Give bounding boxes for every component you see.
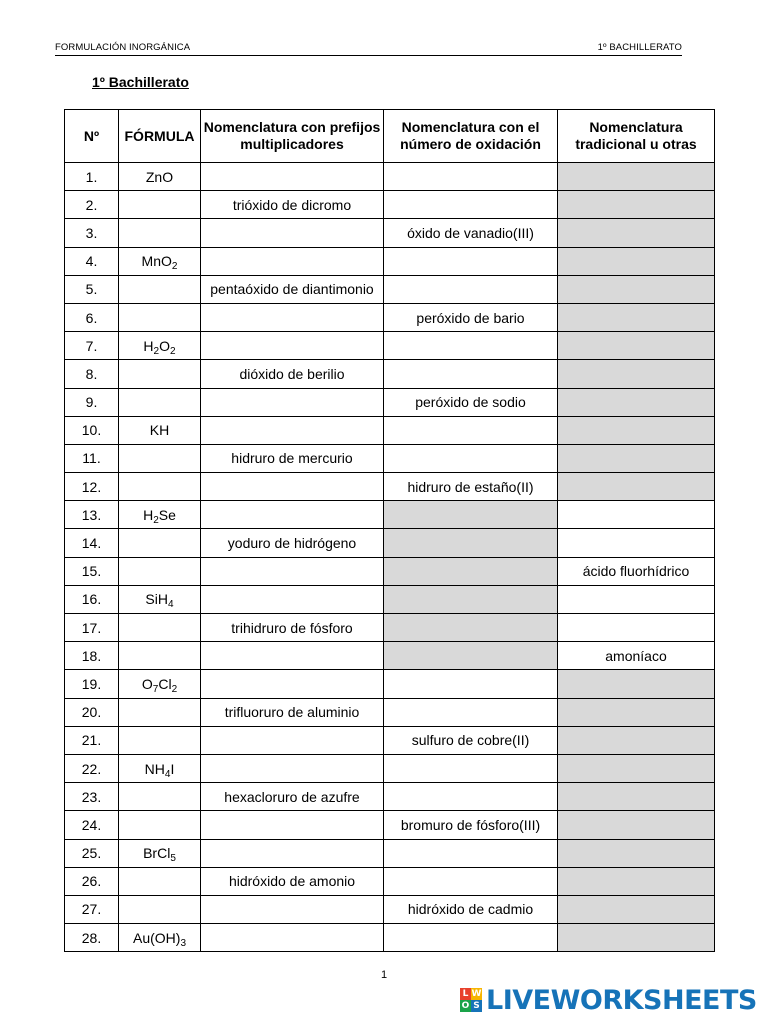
formula-subscript: 4 [168,599,174,611]
formula-element: (OH) [150,929,181,946]
table-row [65,783,715,811]
formula-element: H [143,337,154,354]
row-number: 17. [65,614,119,642]
table-row [65,191,715,219]
traditional-cell [558,332,715,360]
table-row [65,416,715,444]
row-number: 20. [65,698,119,726]
table-row [65,163,715,191]
row-number: 27. [65,895,119,923]
formula-cell[interactable] [119,275,201,303]
formula-cell[interactable] [119,614,201,642]
oxidation-cell: óxido de vanadio(III) [384,219,558,247]
oxidation-cell[interactable] [384,416,558,444]
formula-subscript: 2 [153,345,160,357]
table-row [65,303,715,331]
oxidation-cell: peróxido de bario [384,303,558,331]
formula-element: Si [145,591,158,608]
row-number: 3. [65,219,119,247]
formula-element: O [161,253,172,270]
formula-cell [119,585,201,613]
traditional-cell[interactable] [558,501,715,529]
row-number: 26. [65,867,119,895]
table-row [65,529,715,557]
row-number: 8. [65,360,119,388]
prefixes-cell[interactable] [201,754,384,782]
traditional-cell [558,303,715,331]
formula-element: O [159,337,170,354]
traditional-cell [558,219,715,247]
row-number: 1. [65,163,119,191]
formula-cell[interactable] [119,191,201,219]
oxidation-cell[interactable] [384,247,558,275]
table-row [65,501,715,529]
formula-element: Zn [145,168,163,185]
prefixes-cell: hidruro de mercurio [201,444,384,472]
prefixes-cell: yoduro de hidrógeno [201,529,384,557]
prefixes-cell[interactable] [201,924,384,952]
formula-subscript: 4 [164,768,171,780]
oxidation-cell[interactable] [384,360,558,388]
row-number: 16. [65,585,119,613]
formula-element: N [144,760,155,777]
oxidation-cell[interactable] [384,754,558,782]
row-number: 15. [65,557,119,585]
logo-tile: L [460,988,471,1000]
running-header [55,42,682,56]
prefixes-cell: trihidruro de fósforo [201,614,384,642]
formula-subscript: 5 [170,853,176,865]
formula-element: Cl [158,675,172,692]
traditional-cell [558,360,715,388]
formula-element: Cl [157,845,171,862]
prefixes-cell[interactable] [201,839,384,867]
oxidation-cell[interactable] [384,698,558,726]
row-number: 24. [65,811,119,839]
formula-subscript: 3 [180,937,186,949]
prefixes-cell[interactable] [201,895,384,923]
page-number: 1 [380,969,388,981]
oxidation-cell: sulfuro de cobre(II) [384,726,558,754]
traditional-cell [558,726,715,754]
formula-cell [119,924,201,952]
logo-tile: W [471,989,482,999]
formula-cell[interactable] [119,303,201,331]
table-row [65,811,715,839]
prefixes-cell[interactable] [201,585,384,613]
liveworksheets-watermark [460,984,757,1016]
table-row [65,332,715,360]
formula-element: Se [158,506,176,523]
formula-element: Br [143,845,158,862]
traditional-cell [558,163,715,191]
formula-cell[interactable] [119,360,201,388]
oxidation-cell[interactable] [384,670,558,698]
table-row [65,557,715,585]
table-row [65,614,715,642]
row-number: 28. [65,924,119,952]
traditional-cell [558,473,715,501]
traditional-cell [558,783,715,811]
row-number: 6. [65,303,119,331]
formula-element: Au [132,929,151,946]
row-number: 21. [65,726,119,754]
oxidation-cell[interactable] [384,867,558,895]
table-row [65,726,715,754]
table-row [65,670,715,698]
prefixes-cell[interactable] [201,163,384,191]
traditional-cell [558,191,715,219]
traditional-cell [558,754,715,782]
traditional-cell [558,670,715,698]
row-number: 25. [65,839,119,867]
table-row [65,247,715,275]
row-number: 18. [65,642,119,670]
prefixes-cell: hidróxido de amonio [201,867,384,895]
oxidation-cell [384,557,558,585]
formula-subscript: 7 [152,683,159,695]
formula-cell [119,670,201,698]
oxidation-cell: bromuro de fósforo(III) [384,811,558,839]
oxidation-cell: hidruro de estaño(II) [384,473,558,501]
oxidation-cell[interactable] [384,191,558,219]
traditional-cell [558,895,715,923]
row-number: 7. [65,332,119,360]
oxidation-cell [384,642,558,670]
formula-element: K [149,422,160,439]
prefixes-cell[interactable] [201,388,384,416]
formula-cell [119,754,201,782]
oxidation-cell[interactable] [384,783,558,811]
oxidation-cell [384,529,558,557]
prefixes-cell[interactable] [201,247,384,275]
row-number: 22. [65,754,119,782]
formula-cell[interactable] [119,529,201,557]
table-header-row [65,110,715,163]
traditional-cell [558,416,715,444]
formula-element: O [141,675,153,692]
formula-element: H [143,506,154,523]
oxidation-cell[interactable] [384,275,558,303]
formula-cell[interactable] [119,388,201,416]
formula-cell[interactable] [119,811,201,839]
table-row [65,642,715,670]
prefixes-cell[interactable] [201,501,384,529]
traditional-cell[interactable] [558,529,715,557]
traditional-cell[interactable] [558,614,715,642]
prefixes-cell[interactable] [201,473,384,501]
traditional-cell [558,924,715,952]
prefixes-cell: pentaóxido de diantimonio [201,275,384,303]
header-level: 1º BACHILLERATO [597,42,682,53]
prefixes-cell: trióxido de dicromo [201,191,384,219]
traditional-cell [558,275,715,303]
oxidation-cell[interactable] [384,924,558,952]
traditional-cell [558,811,715,839]
formula-cell[interactable] [119,557,201,585]
table-row [65,388,715,416]
prefixes-cell: dióxido de berilio [201,360,384,388]
row-number: 23. [65,783,119,811]
formula-cell[interactable] [119,219,201,247]
formula-element: H [157,591,168,608]
traditional-cell [558,444,715,472]
column-header-oxidation: Nomenclatura con el número de oxidación [384,110,558,163]
formula-cell[interactable] [119,698,201,726]
formula-element: H [159,422,170,439]
row-number: 11. [65,444,119,472]
traditional-cell [558,388,715,416]
row-number: 12. [65,473,119,501]
header-subject: FORMULACIÓN INORGÁNICA [55,42,191,53]
prefixes-cell[interactable] [201,303,384,331]
formula-cell[interactable] [119,473,201,501]
traditional-cell [558,867,715,895]
formula-subscript: 2 [170,345,176,357]
oxidation-cell[interactable] [384,332,558,360]
formula-element: I [170,760,175,777]
formula-cell[interactable] [119,726,201,754]
formula-element: O [162,168,174,185]
formula-cell [119,839,201,867]
table-body [65,163,715,952]
table-row [65,585,715,613]
watermark-text: LIVEWORKSHEETS [486,984,757,1016]
formula-cell[interactable] [119,895,201,923]
formula-cell[interactable] [119,444,201,472]
formula-subscript: 2 [171,683,178,695]
prefixes-cell[interactable] [201,726,384,754]
oxidation-cell [384,614,558,642]
formula-element: Mn [141,253,161,270]
oxidation-cell: hidróxido de cadmio [384,895,558,923]
row-number: 5. [65,275,119,303]
row-number: 2. [65,191,119,219]
table-row [65,444,715,472]
table-row [65,219,715,247]
prefixes-cell[interactable] [201,670,384,698]
column-header-formula: FÓRMULA [119,110,201,163]
column-header-prefixes: Nomenclatura con prefijos multiplicadores [201,110,384,163]
table-row [65,698,715,726]
prefixes-cell[interactable] [201,642,384,670]
oxidation-cell[interactable] [384,444,558,472]
prefixes-cell: trifluoruro de aluminio [201,698,384,726]
formula-subscript: 2 [171,261,178,273]
formula-cell [119,332,201,360]
logo-tile: O [461,1001,470,1011]
formula-cell[interactable] [119,867,201,895]
table-row [65,275,715,303]
oxidation-cell: peróxido de sodio [384,388,558,416]
logo-tile: S [471,1000,482,1012]
formula-element: H [154,760,165,777]
row-number: 14. [65,529,119,557]
table-row [65,473,715,501]
column-header-number: Nº [65,110,119,163]
row-number: 13. [65,501,119,529]
table-row [65,839,715,867]
prefixes-cell[interactable] [201,557,384,585]
nomenclature-table [64,109,715,952]
formula-subscript: 2 [153,514,159,526]
formula-cell[interactable] [119,642,201,670]
oxidation-cell [384,585,558,613]
traditional-cell [558,247,715,275]
formula-cell [119,416,201,444]
liveworksheets-logo-icon [460,988,482,1012]
row-number: 19. [65,670,119,698]
formula-cell[interactable] [119,783,201,811]
formula-cell [119,163,201,191]
prefixes-cell: hexacloruro de azufre [201,783,384,811]
traditional-cell[interactable] [558,585,715,613]
table-row [65,754,715,782]
column-header-traditional: Nomenclatura tradicional u otras [558,110,715,163]
table-row [65,924,715,952]
traditional-cell [558,698,715,726]
prefixes-cell[interactable] [201,416,384,444]
traditional-cell: amoníaco [558,642,715,670]
page-title: 1º Bachillerato [92,74,189,90]
prefixes-cell[interactable] [201,332,384,360]
row-number: 9. [65,388,119,416]
prefixes-cell[interactable] [201,219,384,247]
oxidation-cell[interactable] [384,163,558,191]
prefixes-cell[interactable] [201,811,384,839]
oxidation-cell[interactable] [384,839,558,867]
formula-cell [119,247,201,275]
row-number: 4. [65,247,119,275]
row-number: 10. [65,416,119,444]
table-row [65,867,715,895]
traditional-cell [558,839,715,867]
oxidation-cell [384,501,558,529]
table-row [65,360,715,388]
table-row [65,895,715,923]
formula-cell [119,501,201,529]
traditional-cell: ácido fluorhídrico [558,557,715,585]
